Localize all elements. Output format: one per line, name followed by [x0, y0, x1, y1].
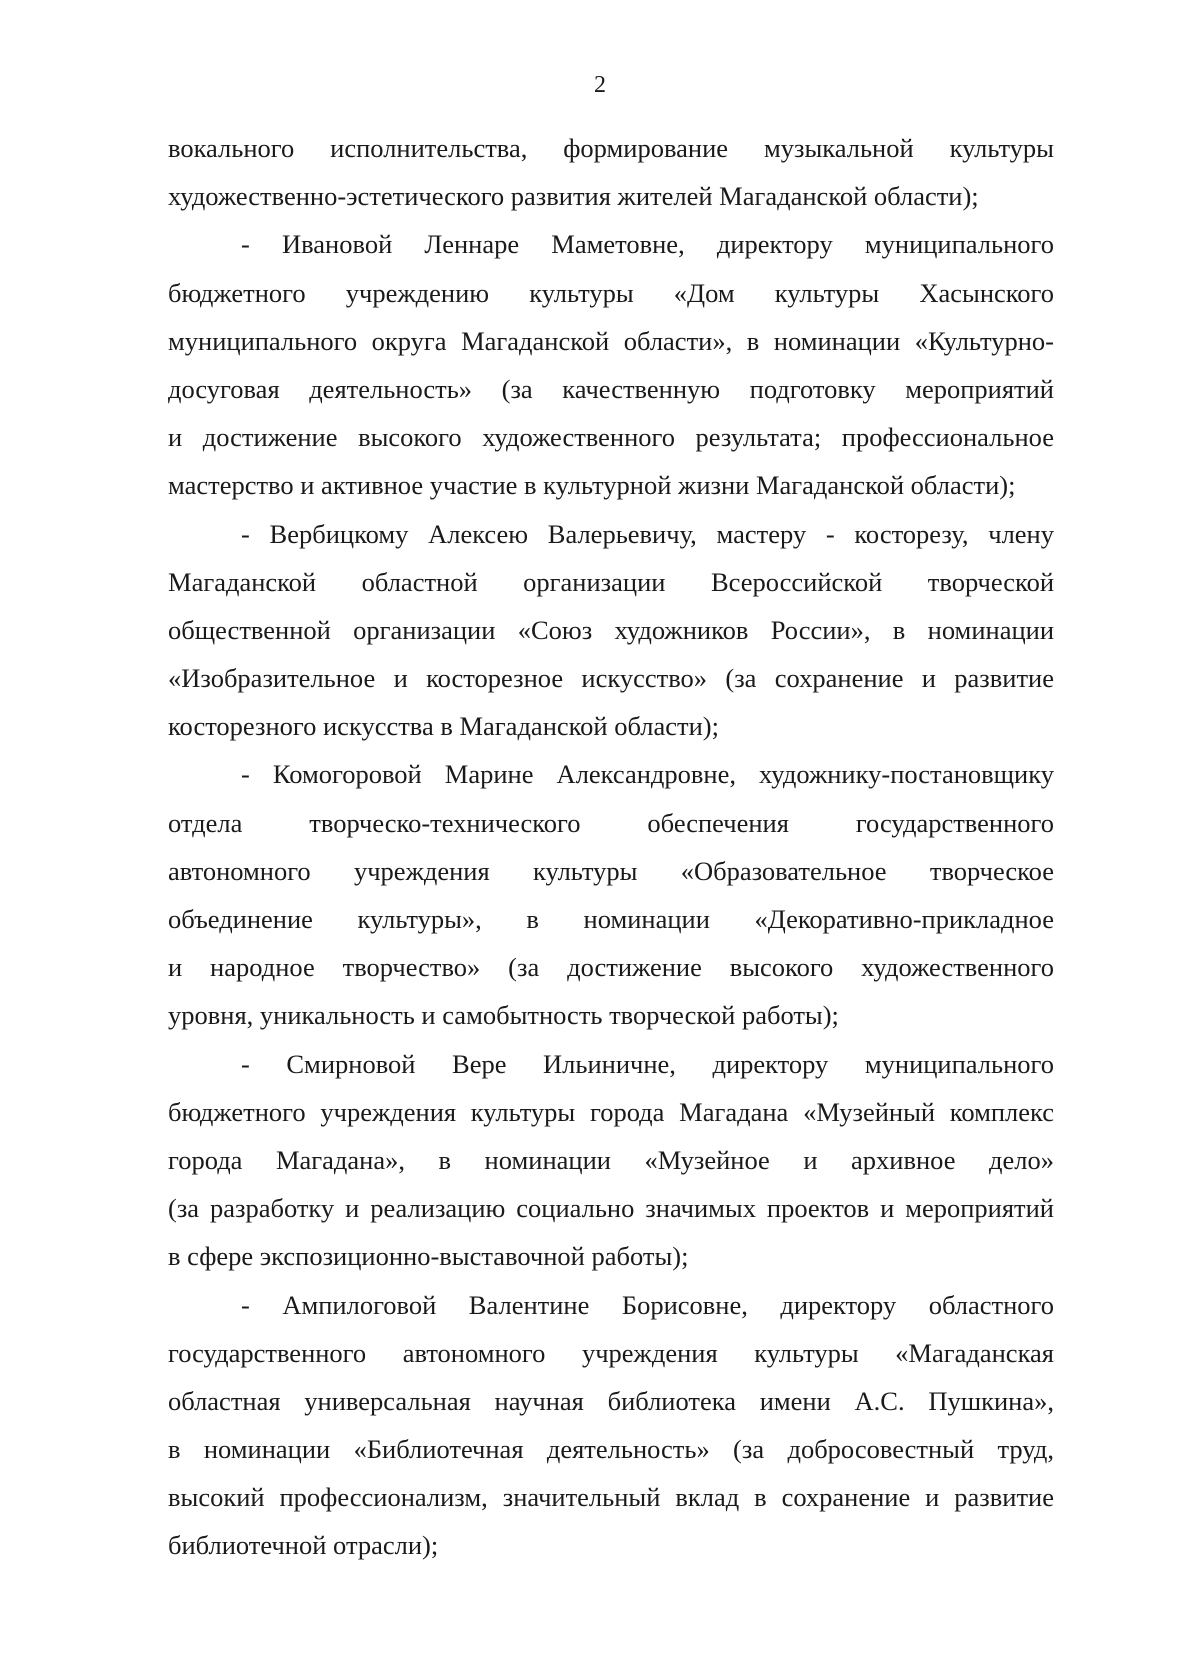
text-line: автономного учреждения культуры «Образовательное творческое [168, 855, 1054, 886]
text-line: в номинации «Библиотечная деятельность» (за добросовестный труд, [168, 1434, 1054, 1465]
paragraph [168, 220, 1054, 509]
text-line: Магаданской областной организации Всероссийской творческой [168, 566, 1054, 597]
paragraph [168, 1040, 1054, 1281]
text-line: уровня, уникальность и самобытность творческой работы); [168, 1000, 839, 1031]
paragraph [168, 750, 1054, 1039]
text-line: отдела творческо-технического обеспечения государственного [168, 807, 1054, 838]
text-line: художественно-эстетического развития жителей Магаданской области); [168, 181, 979, 212]
text-line: «Изобразительное и косторезное искусство» (за сохранение и развитие [168, 663, 1054, 694]
text-line: высокий профессионализм, значительный вклад в сохранение и развитие [168, 1482, 1054, 1513]
text-line: в сфере экспозиционно-выставочной работы); [168, 1241, 689, 1272]
document-body [168, 124, 1054, 1570]
text-line: областная универсальная научная библиотека имени А.С. Пушкина», [168, 1385, 1054, 1416]
text-line: вокального исполнительства, формирование музыкальной культуры [168, 133, 1054, 163]
text-line: - Комогоровой Марине Александровне, художнику-постановщику [241, 759, 1054, 790]
text-line: бюджетного учреждения культуры города Магадана «Музейный комплекс [168, 1096, 1054, 1127]
text-line: библиотечной отрасли); [168, 1530, 439, 1561]
text-line: и достижение высокого художественного результата; профессиональное [168, 422, 1054, 453]
text-line: досуговая деятельность» (за качественную подготовку мероприятий [168, 373, 1054, 404]
text-line: мастерство и активное участие в культурной жизни Магаданской области); [168, 470, 1016, 501]
text-line: и народное творчество» (за достижение высокого художественного [168, 952, 1054, 983]
text-line: города Магадана», в номинации «Музейное и архивное дело» [168, 1144, 1054, 1175]
text-line: - Ампилоговой Валентине Борисовне, директору областного [241, 1289, 1054, 1320]
page-number: 2 [594, 72, 606, 98]
text-line: косторезного искусства в Магаданской области); [168, 711, 719, 742]
text-line: государственного автономного учреждения культуры «Магаданская [168, 1337, 1054, 1368]
paragraph [168, 510, 1054, 751]
text-line: - Вербицкому Алексею Валерьевичу, мастеру - косторезу, члену [241, 518, 1054, 549]
text-line: бюджетного учреждению культуры «Дом культуры Хасынского [168, 277, 1054, 308]
text-line: - Ивановой Леннаре Маметовне, директору муниципального [241, 229, 1054, 260]
text-line: (за разработку и реализацию социально значимых проектов и мероприятий [168, 1193, 1054, 1224]
text-line: общественной организации «Союз художников России», в номинации [168, 614, 1054, 645]
text-line: - Смирновой Вере Ильиничне, директору муниципального [241, 1048, 1054, 1079]
paragraph [168, 124, 1054, 220]
paragraph [168, 1281, 1054, 1570]
text-line: объединение культуры», в номинации «Декоративно-прикладное [168, 904, 1054, 934]
text-line: муниципального округа Магаданской области», в номинации «Культурно- [168, 325, 1054, 356]
